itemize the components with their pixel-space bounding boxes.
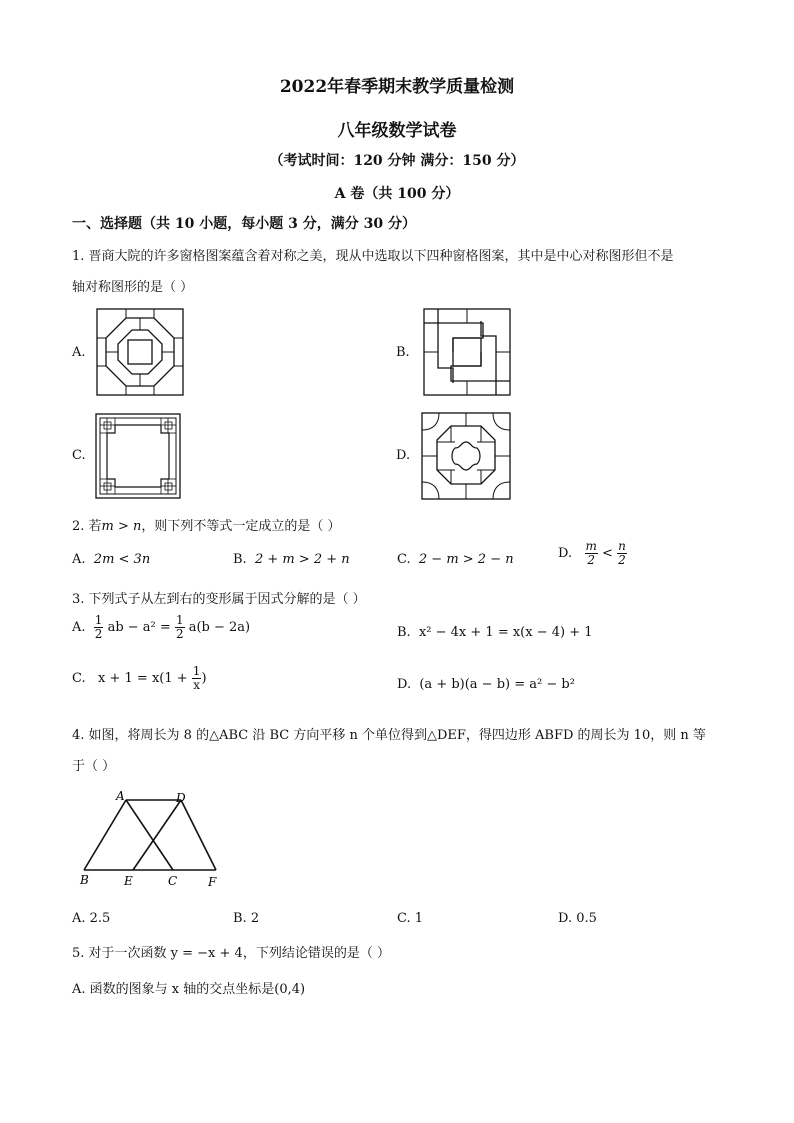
q4-option-c: C. 1 [397,911,424,926]
window-pattern-b [423,308,511,396]
q3-option-a-frac2: $\frac{1}{2}$ [175,613,184,641]
q3-option-c-label: C. [72,671,86,686]
q2-option-d-frac1: $\frac{m}{2}$ [585,539,597,567]
q3-option-c-pre: x + 1 = x(1 + [98,671,188,686]
q2-option-b-expr: 2 + m > 2 + n [254,552,350,567]
q2-option-b-label: B. [233,552,247,567]
window-pattern-c [95,413,181,499]
q2-option-a-expr: 2m < 3n [93,552,151,567]
point-f-label: F [208,875,217,889]
q2-option-d-label: D. [558,546,573,561]
q3-option-b-expr: x² − 4x + 1 = x(x − 4) + 1 [418,625,593,640]
q1-option-b-label: B. [396,345,410,360]
q2-option-d-frac2: $\frac{n}{2}$ [618,539,626,567]
window-pattern-d [421,412,511,500]
point-c-label: C [168,874,178,888]
q2-stem-prefix: 2. 若 [72,519,102,534]
point-a-label: A [116,789,125,803]
q3-option-c-frac: $\frac{1}{x}$ [192,664,201,692]
q2-option-c-expr: 2 − m > 2 − n [418,552,514,567]
point-e-label: E [124,874,133,888]
q1-stem-line2: 轴对称图形的是（ ） [72,280,194,295]
q5-stem: 5. 对于一次函数 y = −x + 4，下列结论错误的是（ ） [72,946,390,961]
q2-stem-suffix: ，则下列不等式一定成立的是（ ） [141,519,341,534]
q3-option-a-frac1: $\frac{1}{2}$ [94,613,103,641]
translation-figure [76,788,234,890]
q2-stem [72,515,341,534]
exam-info: （考试时间：120 分钟 满分：150 分） [269,153,525,169]
section-heading: 一、选择题（共 10 小题，每小题 3 分，满分 30 分） [72,216,416,232]
q3-option-c [72,665,207,692]
q3-option-a-tail: a(b − 2a) [188,620,251,635]
q3-option-d-expr: (a + b)(a − b) = a² − b² [419,677,575,692]
q1-option-a-label: A. [72,345,86,360]
q3-option-a-label: A. [72,620,86,635]
q3-option-a [72,614,250,641]
q3-option-b [397,625,593,640]
q2-option-d [558,540,627,567]
q3-option-c-post: ) [201,671,207,686]
window-pattern-a [96,308,184,396]
q4-option-d: D. 0.5 [558,911,597,926]
q2-option-d-rel: < [602,546,613,561]
q2-stem-math: m > n [101,519,142,534]
q2-option-c-label: C. [397,552,411,567]
q1-stem-line1: 1. 晋商大院的许多窗格图案蕴含着对称之美，现从中选取以下四种窗格图案，其中是中心对称图形但不是 [72,249,674,264]
point-b-label: B [80,873,89,887]
q4-stem-line2: 于（ ） [72,759,116,774]
q3-option-d-label: D. [397,677,412,692]
q4-stem-line1: 4. 如图，将周长为 8 的△ABC 沿 BC 方向平移 n 个单位得到△DEF，得四边形 ABFD 的周长为 10，则 n 等 [72,728,706,743]
q2-option-b [233,552,350,567]
q2-option-a [72,552,150,567]
q3-option-d [397,677,575,692]
q1-option-d-label: D. [396,448,411,463]
exam-title: 2022年春季期末教学质量检测 [279,77,515,97]
q2-option-c [397,552,514,567]
point-d-label: D [176,791,186,805]
q3-stem: 3. 下列式子从左到右的变形属于因式分解的是（ ） [72,592,366,607]
volume-label: A 卷（共 100 分） [334,186,460,202]
q2-option-a-label: A. [72,552,86,567]
q4-option-a: A. 2.5 [72,911,111,926]
q3-option-a-mid: ab − a² = [107,620,171,635]
q4-option-b: B. 2 [233,911,260,926]
exam-subtitle: 八年级数学试卷 [337,121,457,141]
q5-option-a: A. 函数的图象与 x 轴的交点坐标是(0,4) [72,982,306,997]
q1-option-c-label: C. [72,448,86,463]
q3-option-b-label: B. [397,625,411,640]
